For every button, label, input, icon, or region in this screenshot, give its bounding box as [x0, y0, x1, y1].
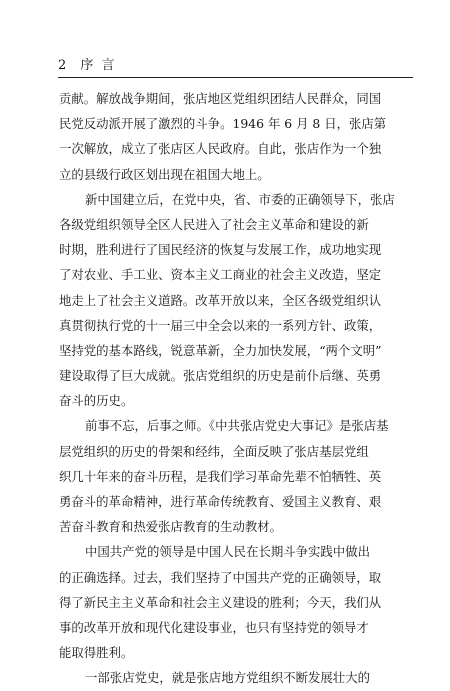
text-line: 坚持党的基本路线，锐意革新，全力加快发展，“两个文明”	[59, 342, 382, 358]
text-line: 建设取得了巨大成就。张店党组织的历史是前仆后继、英勇	[59, 368, 382, 384]
text-line: 各级党组织领导全区人民进入了社会主义革命和建设的新	[59, 216, 369, 232]
text-line: 一次解放，成立了张店区人民政府。自此，张店作为一个独	[59, 141, 382, 157]
text-line: 层党组织的历史的骨架和经纬，全面反映了张店基层党组	[59, 443, 369, 459]
text-line: 奋斗的历史。	[59, 393, 134, 409]
header-rule	[58, 77, 413, 78]
text-line: 勇奋斗的革命精神，进行革命传统教育、爱国主义教育、艰	[59, 494, 382, 509]
text-line: 地走上了社会主义道路。改革开放以来，全区各级党组织认	[59, 292, 382, 308]
text-line: 前事不忘，后事之师。《中共张店党史大事记》是张店基	[85, 418, 389, 434]
text-line: 织几十年来的奋斗历程，是我们学习革命先辈不怕牺牲、英	[59, 468, 382, 484]
text-line: 事的改革开放和现代化建设事业，也只有坚持党的领导才	[59, 619, 369, 635]
section-title: 序 言	[80, 58, 117, 73]
text-line: 新中国建立后，在党中央，省、市委的正确领导下，张店	[85, 191, 395, 207]
text-line: 民党反动派开展了激烈的斗争。1946 年 6 月 8 日，张店第	[59, 116, 387, 132]
text-line: 能取得胜利。	[59, 645, 134, 661]
text-line: 时期，胜利进行了国民经济的恢复与发展工作，成功地实现	[59, 242, 382, 258]
page-number: 2	[58, 58, 69, 73]
text-line: 苦奋斗教育和热爱张店教育的生动教材。	[59, 519, 283, 535]
body-text	[59, 86, 413, 691]
running-header	[58, 54, 117, 73]
text-line: 贡献。解放战争期间，张店地区党组织团结人民群众，同国	[59, 91, 382, 106]
text-line: 了对农业、手工业、资本主义工商业的社会主义改造，坚定	[59, 267, 382, 283]
text-line: 得了新民主主义革命和社会主义建设的胜利；今天，我们从	[59, 594, 382, 610]
text-line: 一部张店党史，就是张店地方党组织不断发展壮大的	[85, 670, 370, 686]
text-line: 立的县级行政区划出现在祖国大地上。	[59, 166, 270, 182]
text-line: 的正确选择。过去，我们坚持了中国共产党的正确领导，取	[59, 569, 382, 585]
text-line: 真贯彻执行党的十一届三中全会以来的一系列方针、政策，	[59, 317, 382, 333]
text-line: 中国共产党的领导是中国人民在长期斗争实践中做出	[85, 544, 370, 560]
